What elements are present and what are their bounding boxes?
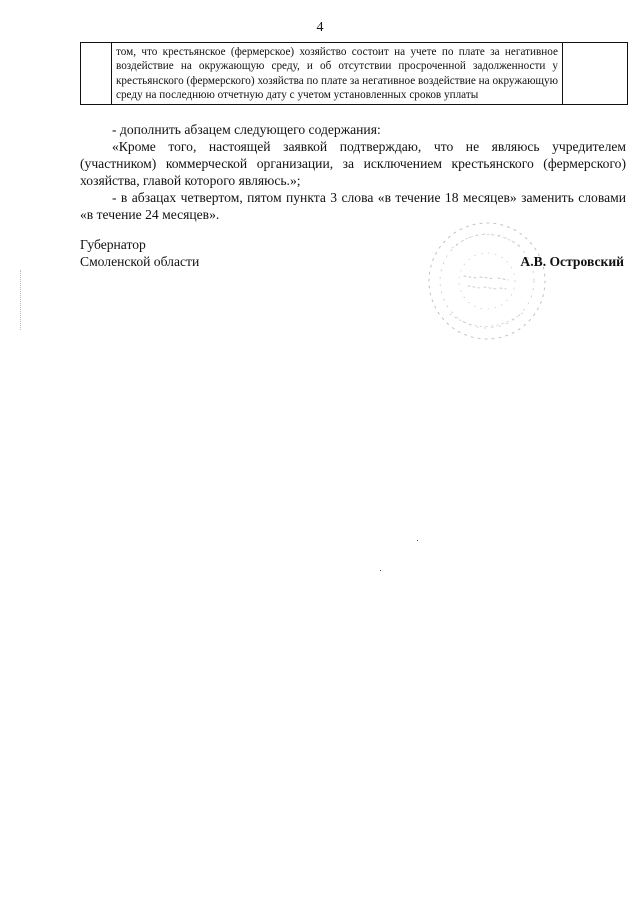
- table-cell-text: [112, 43, 563, 105]
- margin-artifact: [20, 270, 22, 330]
- table-fragment: [80, 42, 628, 105]
- paragraph-quote: «Кроме того, настоящей заявкой подтверждаю, что не являюсь учредителем (участником) коммерческой организации, за исключением крестьянского (фермерского) хозяйства, главой которого являюсь.»;: [80, 139, 626, 188]
- table-cell-extra: [563, 43, 628, 105]
- table-cell-text-content: том, что крестьянское (фермерское) хозяйство состоит на учете по плате за негативное воздействие на окружающую среду, и об отсутствии просроченной задолженности у крестьянского (фермерского) хозяйства по плате за негативное воздействие на окружающую среду на последнюю отчетную дату с учетом установленных сроков уплаты: [116, 46, 558, 102]
- table-cell-index: [81, 43, 112, 105]
- official-stamp: [424, 218, 550, 344]
- paragraph-replace: - в абзацах четвертом, пятом пункта 3 слова «в течение 18 месяцев» заменить словами «в течение 24 месяцев».: [80, 190, 626, 222]
- signer-position: Губернатор: [80, 237, 146, 252]
- paragraph-add: - дополнить абзацем следующего содержания:: [112, 122, 381, 137]
- scan-speck: [417, 540, 418, 541]
- scan-speck: [380, 570, 381, 571]
- page-number: 4: [316, 20, 324, 35]
- signer-region: Смоленской области: [80, 254, 200, 269]
- amendment-text: [80, 121, 626, 223]
- table-row: [81, 43, 628, 105]
- signer-name: А.В. Островский: [520, 254, 624, 269]
